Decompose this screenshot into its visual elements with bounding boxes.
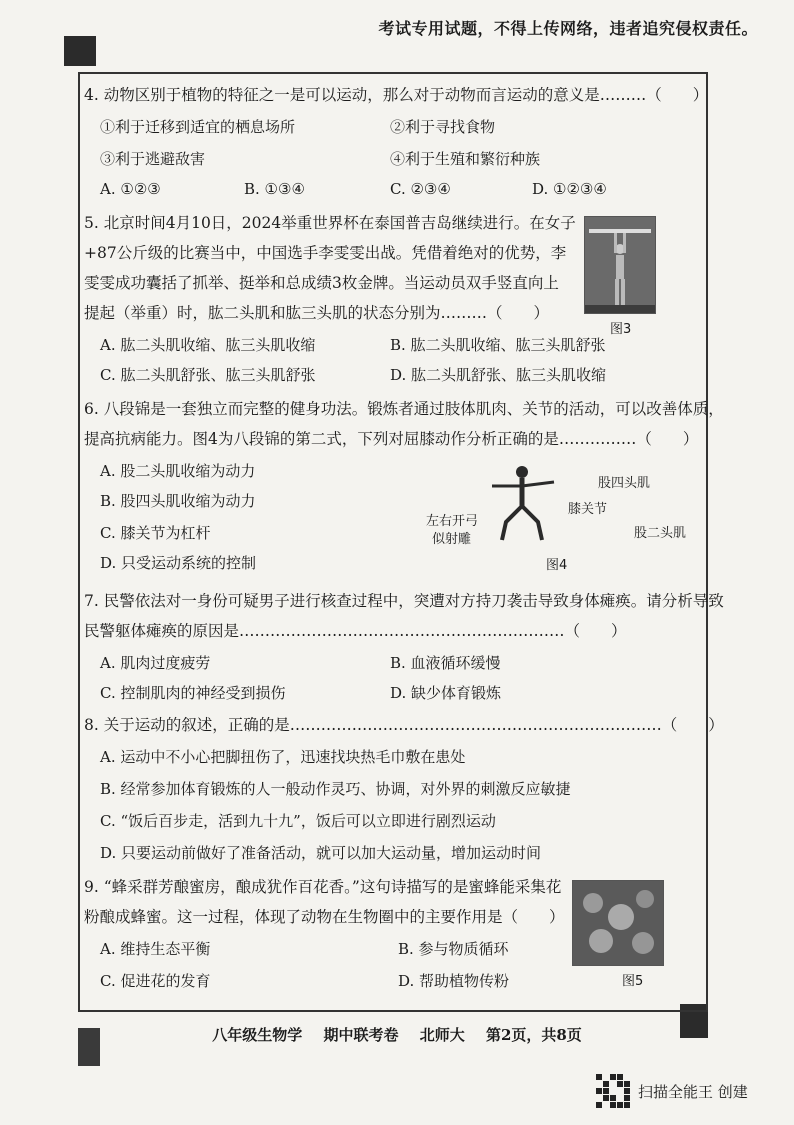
- option-c: C. 控制肌肉的神经受到损伤: [100, 684, 286, 702]
- figure-label: 股四头肌: [598, 476, 651, 491]
- option-b: B. 参与物质循环: [398, 940, 509, 958]
- option-b: B. 血液循环缓慢: [390, 654, 501, 672]
- option-a: A. 肱二头肌收缩、肱三头肌收缩: [100, 336, 316, 354]
- option-d: D. ①②③④: [532, 180, 607, 198]
- option-b: B. 经常参加体育锻炼的人一般动作灵巧、协调，对外界的刺激反应敏捷: [100, 780, 571, 798]
- question-6-stem: 6. 八段锦是一套独立而完整的健身功法。锻炼者通过肢体肌肉、关节的活动，可以改善体质，: [84, 400, 724, 418]
- statement: ①利于迁移到适宜的栖息场所: [100, 118, 296, 136]
- option-a: A. 肌肉过度疲劳: [100, 654, 211, 672]
- question-6-stem: 提高抗病能力。图4为八段锦的第二式，下列对屈膝动作分析正确的是……………（ ）: [84, 430, 699, 448]
- option-b: B. 股四头肌收缩为动力: [100, 492, 256, 510]
- figure-3-caption: 图3: [610, 322, 632, 337]
- option-a: A. 维持生态平衡: [100, 940, 211, 958]
- copyright-notice: 考试专用试题，不得上传网络，违者追究侵权责任。: [378, 19, 758, 38]
- statement: ④利于生殖和繁衍种族: [390, 150, 541, 168]
- footer-edition: 北师大: [419, 1026, 465, 1044]
- weightlifter-photo: [584, 216, 656, 314]
- qr-code-icon: [596, 1074, 630, 1108]
- figure-label: 膝关节: [568, 502, 608, 517]
- figure-5-caption: 图5: [622, 974, 644, 989]
- question-5-stem: 提起（举重）时，肱二头肌和肱三头肌的状态分别为………（ ）: [84, 304, 550, 322]
- option-c: C. “饭后百步走，活到九十九”，饭后可以立即进行剧烈运动: [100, 812, 496, 830]
- figure-label: 股二头肌: [634, 526, 687, 541]
- option-c: C. ②③④: [390, 180, 451, 198]
- figure-label: 左右开弓: [426, 514, 479, 529]
- footer-page: 第2页，共8页: [485, 1026, 582, 1044]
- question-5-stem: 雯雯成功囊括了抓举、挺举和总成绩3枚金牌。当运动员双手竖直向上: [84, 274, 559, 292]
- option-a: A. 运动中不小心把脚扭伤了，迅速找块热毛巾敷在患处: [100, 748, 466, 766]
- option-d: D. 只要运动前做好了准备活动，就可以加大运动量，增加运动时间: [100, 844, 542, 862]
- option-c: C. 促进花的发育: [100, 972, 211, 990]
- corner-mark: [64, 36, 96, 66]
- option-b: B. ①③④: [244, 180, 305, 198]
- figure-4-caption: 图4: [546, 558, 568, 573]
- option-a: A. ①②③: [100, 180, 161, 198]
- option-b: B. 肱二头肌收缩、肱三头肌舒张: [390, 336, 606, 354]
- question-7-stem: 民警躯体瘫痪的原因是………………………………………………………（ ）: [84, 622, 627, 640]
- option-d: D. 缺少体育锻炼: [390, 684, 502, 702]
- scanner-watermark: [596, 1074, 748, 1108]
- option-d: D. 肱二头肌舒张、肱三头肌收缩: [390, 366, 607, 384]
- option-a: A. 股二头肌收缩为动力: [100, 462, 256, 480]
- footer-exam: 期中联考卷: [323, 1026, 399, 1044]
- question-7-stem: 7. 民警依法对一身份可疑男子进行核查过程中，突遭对方持刀袭击导致身体瘫痪。请分析导致: [84, 592, 724, 610]
- question-5-stem: 5. 北京时间4月10日，2024举重世界杯在泰国普吉岛继续进行。在女子: [84, 214, 576, 232]
- question-4-stem: 4. 动物区别于植物的特征之一是可以运动，那么对于动物而言运动的意义是………（ ）: [84, 86, 709, 104]
- question-9-stem: 粉酿成蜂蜜。这一过程，体现了动物在生物圈中的主要作用是（ ）: [84, 908, 565, 926]
- question-5-stem: +87公斤级的比赛当中，中国选手李雯雯出战。凭借着绝对的优势，李: [84, 244, 567, 262]
- statement: ③利于逃避敌害: [100, 150, 206, 168]
- page-footer: [0, 1024, 794, 1045]
- option-c: C. 膝关节为杠杆: [100, 524, 211, 542]
- option-d: D. 帮助植物传粉: [398, 972, 510, 990]
- statement: ②利于寻找食物: [390, 118, 496, 136]
- question-9-stem: 9. “蜂采群芳酿蜜房，酿成犹作百花香。”这句诗描写的是蜜蜂能采集花: [84, 878, 562, 896]
- baduanjin-figure: [488, 462, 558, 548]
- bee-flower-photo: [572, 880, 664, 966]
- scanner-brand-text: 扫描全能王 创建: [638, 1082, 748, 1101]
- footer-subject: 八年级生物学: [212, 1026, 303, 1044]
- option-c: C. 肱二头肌舒张、肱三头肌舒张: [100, 366, 316, 384]
- option-d: D. 只受运动系统的控制: [100, 554, 257, 572]
- figure-label: 似射雕: [432, 532, 472, 547]
- question-8-stem: 8. 关于运动的叙述，正确的是………………………………………………………………（ ）: [84, 716, 724, 734]
